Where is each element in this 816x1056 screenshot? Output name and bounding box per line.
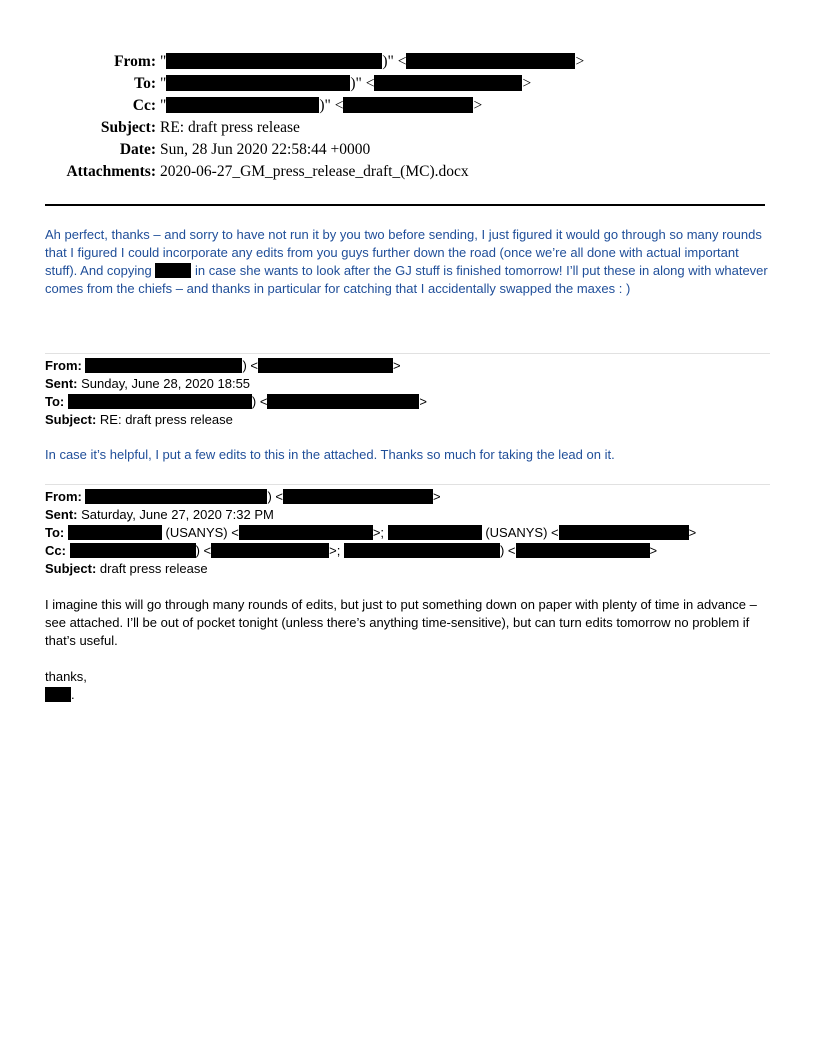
message3-subject-row [45, 560, 696, 578]
punctuation: >; [372, 525, 385, 540]
punctuation: . [71, 687, 75, 702]
message-separator [45, 353, 770, 354]
punctuation: >; [329, 543, 341, 558]
message3-to-row [45, 524, 696, 542]
redaction-block [516, 543, 650, 558]
from-label: From: [45, 358, 82, 373]
redaction-block [68, 394, 252, 409]
message3-cc-row [45, 542, 696, 560]
redaction-block [166, 75, 350, 91]
redaction-block [258, 358, 393, 373]
redaction-block [211, 543, 329, 558]
punctuation: ) < [267, 489, 284, 504]
subject-label: Subject: [100, 119, 156, 136]
redaction-block [344, 543, 500, 558]
message2-subject-row [45, 411, 427, 429]
attachments-label: Attachments: [66, 163, 156, 180]
header-date-row [30, 139, 584, 161]
redaction-block [70, 543, 196, 558]
quote-mark: " [160, 53, 167, 70]
cc-label: Cc: [45, 543, 66, 558]
punctuation: )" < [382, 53, 407, 70]
redaction-block [166, 97, 319, 113]
subject-value: RE: draft press release [160, 119, 300, 136]
redaction-block [85, 358, 242, 373]
redaction-block [388, 525, 482, 540]
message2-to-row [45, 393, 427, 411]
subject-value: RE: draft press release [99, 412, 233, 427]
punctuation: > [433, 489, 441, 504]
org-label: (USANYS) [485, 525, 548, 540]
message2-sent-row [45, 375, 427, 393]
sent-value: Sunday, June 28, 2020 18:55 [81, 376, 251, 391]
sent-value: Saturday, June 27, 2020 7:32 PM [81, 507, 274, 522]
reply-text-part1: Ah perfect, thanks – and sorry to have not run it by you two before sending, I just figured it would go through so many rounds that I figured I could incorporate any edits from you guys further down the road (once we’re all done with actual important stuff). And copying [45, 227, 762, 278]
punctuation: < [547, 525, 559, 540]
to-label: To: [45, 525, 65, 540]
cc-label: Cc: [132, 97, 156, 114]
redaction-block [283, 489, 433, 504]
reply-body [45, 226, 770, 298]
message3-from-row [45, 488, 696, 506]
message2-from-row [45, 357, 427, 375]
quote-mark: " [160, 75, 167, 92]
punctuation: )" < [319, 97, 344, 114]
quote-mark: " [160, 97, 167, 114]
sent-label: Sent: [45, 376, 78, 391]
from-label: From: [114, 53, 156, 70]
punctuation: > [575, 53, 585, 70]
redaction-block [85, 489, 267, 504]
redaction-block [406, 53, 575, 69]
redaction-block [166, 53, 382, 69]
punctuation: > [419, 394, 428, 409]
redaction-block [239, 525, 373, 540]
punctuation: > [522, 75, 532, 92]
from-label: From: [45, 489, 82, 504]
punctuation: ) < [195, 543, 212, 558]
subject-label: Subject: [45, 412, 97, 427]
message3-header [45, 488, 696, 578]
header-cc-row [30, 95, 584, 117]
punctuation: )" < [350, 75, 375, 92]
header-subject-row [30, 117, 584, 139]
header-divider [45, 204, 765, 206]
redaction-block [343, 97, 473, 113]
redaction-block [267, 394, 419, 409]
header-attachments-row [30, 161, 584, 183]
date-value: Sun, 28 Jun 2020 22:58:44 +0000 [160, 141, 371, 158]
org-label: (USANYS) [165, 525, 228, 540]
redaction-block [559, 525, 689, 540]
punctuation: ) < [251, 394, 268, 409]
redaction-block [155, 263, 191, 278]
email-header [30, 51, 584, 183]
punctuation: < [227, 525, 239, 540]
message2-body: In case it’s helpful, I put a few edits to this in the attached. Thanks so much for taking the lead on it. [45, 447, 615, 462]
date-label: Date: [119, 141, 156, 158]
message3-body: I imagine this will go through many rounds of edits, but just to put something down on paper with plenty of time in advance – see attached. I’ll be out of pocket tonight (unless there’s anything time-sensitive), but can turn edits tomorrow no problem if that’s useful. [45, 597, 757, 648]
to-label: To: [134, 75, 156, 92]
subject-value: draft press release [99, 561, 208, 576]
redaction-block [68, 525, 162, 540]
punctuation: > [688, 525, 697, 540]
sent-label: Sent: [45, 507, 78, 522]
message-separator [45, 484, 770, 485]
header-from-row [30, 51, 584, 73]
redaction-block [374, 75, 522, 91]
subject-label: Subject: [45, 561, 97, 576]
message3-signoff: thanks, [45, 669, 87, 684]
reply-text-part2: in case she wants to look after the GJ stuff is finished tomorrow! I’ll put these in along with whatever comes from the chiefs – and thanks in particular for catching that I accidentally swapped the maxes : ) [45, 263, 768, 296]
punctuation: ) < [242, 358, 259, 373]
punctuation: > [393, 358, 401, 373]
message3-sent-row [45, 506, 696, 524]
header-to-row [30, 73, 584, 95]
punctuation: > [473, 97, 483, 114]
attachment-filename: 2020-06-27_GM_press_release_draft_(MC).docx [160, 163, 469, 180]
message2-header [45, 357, 427, 429]
redaction-block [45, 687, 71, 702]
punctuation: > [649, 543, 658, 558]
punctuation: ) < [499, 543, 516, 558]
message3-signature [45, 686, 770, 704]
to-label: To: [45, 394, 65, 409]
